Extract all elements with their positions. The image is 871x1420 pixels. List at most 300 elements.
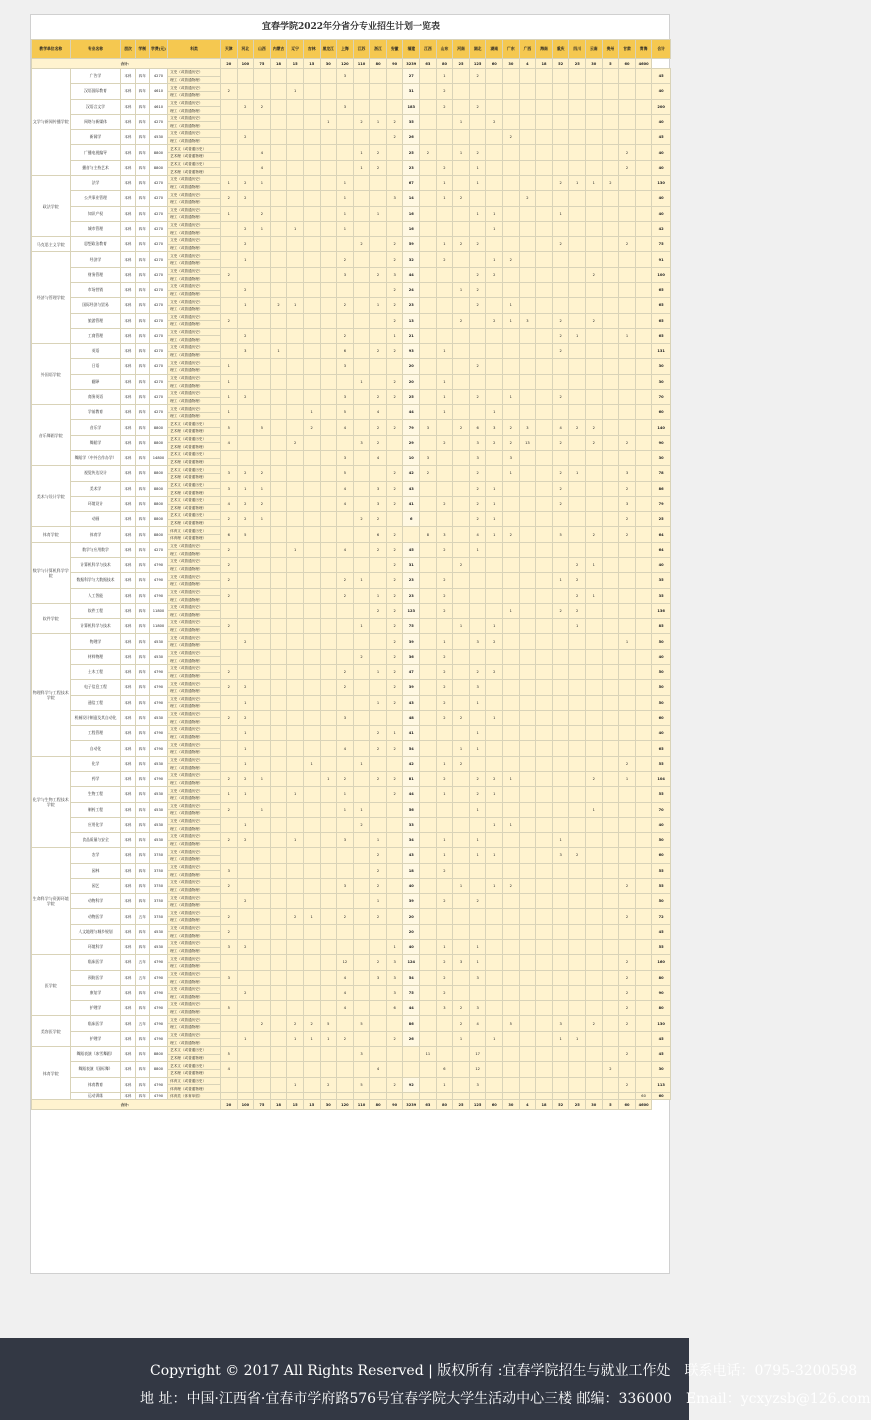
quota-cell — [469, 252, 486, 267]
footer-address: 地 址：中国·江西省·宜春市学府路576号宜春学院大学生活动中心三楼 邮编：336000 Email：ycxyzsb@126.com — [140, 1391, 871, 1407]
quota-cell — [619, 848, 636, 863]
quota-cell: 2 — [220, 924, 237, 939]
quota-cell: 1 — [436, 848, 453, 863]
quota-cell — [519, 1092, 536, 1100]
quota-cell — [519, 771, 536, 786]
subject-category: 艺术理（或普通物理） — [168, 1069, 221, 1077]
quota-cell — [436, 114, 453, 129]
quota-cell: 2 — [237, 328, 254, 343]
quota-cell — [320, 1092, 337, 1100]
quota-cell: 2 — [337, 328, 354, 343]
subject-category: 文史（或普通历史） — [168, 1031, 221, 1039]
subject-category: 理工（或普通物理） — [168, 305, 221, 313]
tuition-fee: 4790 — [149, 1092, 167, 1100]
quota-cell — [337, 619, 354, 634]
quota-cell: 2 — [619, 1016, 636, 1031]
quota-cell: 2 — [469, 664, 486, 679]
degree-level: 本科 — [121, 940, 135, 955]
quota-cell: 2 — [220, 573, 237, 588]
total-cell: 60 — [486, 59, 503, 69]
quota-cell — [254, 985, 271, 1000]
quota-cell — [287, 955, 304, 970]
quota-cell — [503, 802, 520, 817]
major-name: 农学 — [70, 848, 121, 863]
quota-cell — [353, 1001, 370, 1016]
quota-cell — [552, 817, 569, 832]
quota-cell — [436, 741, 453, 756]
total-cell: 20 — [220, 59, 237, 69]
degree-level: 本科 — [121, 955, 135, 970]
quota-cell — [320, 542, 337, 557]
quota-cell — [536, 512, 553, 527]
subject-category: 理工（或普通物理） — [168, 137, 221, 145]
quota-cell — [635, 955, 652, 970]
quota-cell: 2 — [552, 435, 569, 450]
quota-cell: 6 — [403, 512, 420, 527]
quota-cell — [303, 558, 320, 573]
quota-cell: 1 — [303, 405, 320, 420]
quota-cell — [486, 1001, 503, 1016]
quota-cell — [370, 69, 387, 84]
quota-cell: 1 — [220, 787, 237, 802]
row-total: 40 — [652, 145, 671, 160]
quota-cell — [320, 451, 337, 466]
quota-cell — [586, 69, 603, 84]
quota-cell — [552, 130, 569, 145]
quota-cell: 2 — [254, 496, 271, 511]
quota-cell: 8 — [420, 527, 437, 542]
quota-cell — [569, 512, 586, 527]
quota-cell: 2 — [453, 558, 470, 573]
quota-cell — [519, 817, 536, 832]
quota-cell: 2 — [586, 527, 603, 542]
quota-cell — [486, 909, 503, 924]
quota-cell — [503, 909, 520, 924]
quota-cell — [586, 512, 603, 527]
quota-cell — [569, 970, 586, 985]
quota-cell: 2 — [503, 252, 520, 267]
quota-cell — [552, 84, 569, 99]
quota-cell — [436, 558, 453, 573]
quota-cell — [586, 817, 603, 832]
quota-cell: 1 — [486, 848, 503, 863]
quota-cell: 2 — [619, 970, 636, 985]
major-name: 化学 — [70, 756, 121, 771]
study-years: 四年 — [135, 237, 149, 252]
quota-cell — [254, 542, 271, 557]
degree-level: 本科 — [121, 130, 135, 145]
major-name: 园艺 — [70, 878, 121, 893]
quota-cell: 1 — [237, 1031, 254, 1046]
study-years: 四年 — [135, 771, 149, 786]
quota-cell: 1 — [436, 69, 453, 84]
quota-cell: 2 — [469, 145, 486, 160]
quota-cell — [287, 160, 304, 175]
tuition-fee: 8800 — [149, 1047, 167, 1062]
subject-category: 文史（或普通历史） — [168, 267, 221, 275]
total-cell: 5 — [602, 59, 619, 69]
quota-cell — [386, 84, 403, 99]
subject-category: 艺术理（或普通物理） — [168, 489, 221, 497]
total-cell: 63 — [420, 59, 437, 69]
quota-cell — [453, 787, 470, 802]
quota-cell — [287, 940, 304, 955]
quota-cell — [536, 84, 553, 99]
quota-cell: 39 — [403, 680, 420, 695]
quota-cell — [536, 435, 553, 450]
quota-cell — [270, 435, 287, 450]
quota-cell: 2 — [469, 389, 486, 404]
quota-cell — [519, 558, 536, 573]
study-years: 四年 — [135, 924, 149, 939]
quota-cell — [503, 664, 520, 679]
subject-category: 文史（或普通历史） — [168, 787, 221, 795]
subject-category: 理工（或普通物理） — [168, 871, 221, 879]
quota-cell: 5 — [220, 1047, 237, 1062]
study-years: 四年 — [135, 940, 149, 955]
quota-cell — [320, 909, 337, 924]
subject-category: 文史（或普通历史） — [168, 985, 221, 993]
quota-cell: 1 — [503, 466, 520, 481]
quota-cell — [635, 160, 652, 175]
quota-cell — [220, 282, 237, 297]
quota-cell — [552, 221, 569, 236]
row-total: 42 — [652, 221, 671, 236]
quota-cell — [337, 634, 354, 649]
quota-cell — [303, 848, 320, 863]
table-row — [32, 466, 671, 474]
degree-level: 本科 — [121, 771, 135, 786]
row-total: 113 — [652, 1077, 671, 1092]
major-name: 新闻学 — [70, 130, 121, 145]
quota-cell — [436, 909, 453, 924]
quota-cell — [320, 1047, 337, 1062]
quota-cell: 2 — [370, 771, 387, 786]
quota-cell — [486, 894, 503, 909]
quota-cell — [536, 741, 553, 756]
quota-cell — [536, 634, 553, 649]
quota-cell — [602, 756, 619, 771]
quota-cell — [237, 114, 254, 129]
quota-cell — [519, 405, 536, 420]
quota-cell — [254, 955, 271, 970]
quota-cell: 1 — [569, 175, 586, 190]
quota-cell: 2 — [237, 634, 254, 649]
quota-cell — [303, 894, 320, 909]
quota-cell — [552, 588, 569, 603]
quota-cell — [320, 527, 337, 542]
quota-cell — [519, 985, 536, 1000]
quota-cell — [635, 710, 652, 725]
quota-cell — [586, 649, 603, 664]
quota-cell: 2 — [370, 909, 387, 924]
quota-cell — [270, 359, 287, 374]
quota-cell — [469, 221, 486, 236]
quota-cell — [453, 649, 470, 664]
quota-cell — [270, 619, 287, 634]
quota-cell: 1 — [287, 542, 304, 557]
quota-cell: 1 — [436, 940, 453, 955]
quota-cell — [519, 1031, 536, 1046]
quota-cell — [635, 282, 652, 297]
quota-cell: 2 — [220, 771, 237, 786]
quota-cell — [536, 680, 553, 695]
study-years: 五年 — [135, 1016, 149, 1031]
quota-cell: 1 — [287, 221, 304, 236]
study-years: 四年 — [135, 389, 149, 404]
quota-cell — [552, 160, 569, 175]
quota-cell — [635, 466, 652, 481]
quota-cell — [220, 817, 237, 832]
major-name: 软件工程 — [70, 603, 121, 618]
quota-cell: 2 — [370, 435, 387, 450]
quota-cell — [635, 756, 652, 771]
study-years: 四年 — [135, 313, 149, 328]
quota-cell — [337, 84, 354, 99]
quota-cell — [303, 221, 320, 236]
quota-cell: 4 — [220, 1062, 237, 1077]
quota-cell — [486, 237, 503, 252]
quota-cell — [453, 267, 470, 282]
quota-cell — [386, 756, 403, 771]
quota-cell: 2 — [237, 680, 254, 695]
quota-cell: 3 — [337, 359, 354, 374]
column-header: 山东 — [436, 40, 453, 59]
quota-cell — [370, 1092, 387, 1100]
quota-cell — [303, 69, 320, 84]
quota-cell — [254, 894, 271, 909]
quota-cell — [287, 282, 304, 297]
quota-cell: 3 — [386, 985, 403, 1000]
quota-cell — [220, 985, 237, 1000]
quota-cell: 2 — [552, 313, 569, 328]
quota-cell — [270, 542, 287, 557]
quota-cell — [519, 909, 536, 924]
quota-cell: 2 — [386, 298, 403, 313]
column-header: 云南 — [586, 40, 603, 59]
quota-cell — [353, 191, 370, 206]
quota-cell: 16 — [403, 221, 420, 236]
major-name: 汉语国际教育 — [70, 84, 121, 99]
quota-cell — [287, 985, 304, 1000]
subject-category: 文史（或普通历史） — [168, 84, 221, 92]
quota-cell — [320, 588, 337, 603]
subject-category: 艺术理（或普通物理） — [168, 443, 221, 451]
quota-cell: 1 — [320, 1031, 337, 1046]
total-cell: 60 — [619, 59, 636, 69]
quota-cell — [453, 175, 470, 190]
quota-cell: 1 — [436, 833, 453, 848]
quota-cell: 2 — [220, 878, 237, 893]
quota-cell — [353, 466, 370, 481]
table-row — [32, 359, 671, 367]
major-name: 商务英语 — [70, 389, 121, 404]
subject-category: 文史（或普通历史） — [168, 588, 221, 596]
quota-cell — [586, 970, 603, 985]
tuition-fee: 4270 — [149, 389, 167, 404]
quota-cell — [536, 298, 553, 313]
quota-cell — [635, 252, 652, 267]
major-name: 工程管理 — [70, 726, 121, 741]
quota-cell: 2 — [237, 237, 254, 252]
site-footer — [0, 1338, 871, 1420]
quota-cell: 2 — [386, 542, 403, 557]
quota-cell — [220, 237, 237, 252]
quota-cell — [237, 1077, 254, 1092]
quota-cell: 1 — [254, 802, 271, 817]
quota-cell: 5 — [503, 1016, 520, 1031]
quota-cell — [420, 389, 437, 404]
quota-cell — [320, 940, 337, 955]
quota-cell — [586, 130, 603, 145]
quota-cell — [569, 130, 586, 145]
quota-cell — [353, 970, 370, 985]
quota-cell — [303, 542, 320, 557]
quota-cell: 2 — [453, 237, 470, 252]
tuition-fee: 4790 — [149, 558, 167, 573]
quota-cell — [287, 512, 304, 527]
quota-cell: 1 — [386, 726, 403, 741]
quota-cell: 2 — [386, 1031, 403, 1046]
quota-cell: 13 — [403, 313, 420, 328]
quota-cell — [320, 374, 337, 389]
quota-cell — [320, 282, 337, 297]
major-name: 体育学 — [70, 527, 121, 542]
quota-cell — [569, 1077, 586, 1092]
row-total: 60 — [652, 1092, 671, 1100]
quota-cell: 2 — [552, 237, 569, 252]
quota-cell — [635, 191, 652, 206]
quota-cell — [503, 1092, 520, 1100]
quota-cell — [420, 573, 437, 588]
total-cell: 4 — [519, 1100, 536, 1110]
subject-category: 理工（或普通物理） — [168, 687, 221, 695]
quota-cell — [619, 114, 636, 129]
quota-cell — [287, 802, 304, 817]
quota-cell — [270, 1047, 287, 1062]
study-years: 四年 — [135, 848, 149, 863]
quota-cell — [486, 374, 503, 389]
quota-cell — [486, 1016, 503, 1031]
quota-cell: 2 — [386, 634, 403, 649]
quota-cell — [420, 802, 437, 817]
quota-cell — [453, 573, 470, 588]
major-name: 动画 — [70, 512, 121, 527]
quota-cell — [237, 878, 254, 893]
quota-cell — [420, 328, 437, 343]
quota-cell — [420, 206, 437, 221]
quota-cell — [453, 1077, 470, 1092]
quota-cell — [503, 741, 520, 756]
quota-cell — [602, 634, 619, 649]
row-total: 45 — [652, 924, 671, 939]
quota-cell — [536, 282, 553, 297]
quota-cell — [403, 1047, 420, 1062]
quota-cell: 2 — [370, 542, 387, 557]
row-total: 86 — [652, 481, 671, 496]
study-years: 四年 — [135, 359, 149, 374]
quota-cell: 1 — [503, 771, 520, 786]
row-total: 60 — [652, 710, 671, 725]
quota-cell — [569, 359, 586, 374]
quota-cell — [486, 389, 503, 404]
quota-cell — [270, 1016, 287, 1031]
quota-cell — [353, 451, 370, 466]
quota-cell — [303, 817, 320, 832]
quota-cell — [552, 542, 569, 557]
major-name: 电子信息工程 — [70, 680, 121, 695]
quota-cell — [353, 985, 370, 1000]
quota-cell — [486, 603, 503, 618]
quota-cell — [337, 649, 354, 664]
tuition-fee: 8800 — [149, 145, 167, 160]
quota-cell: 3 — [386, 191, 403, 206]
quota-cell — [303, 191, 320, 206]
subject-category: 文史（或普通历史） — [168, 328, 221, 336]
quota-cell: 1 — [370, 114, 387, 129]
column-header: 青海 — [635, 40, 652, 59]
quota-cell — [386, 405, 403, 420]
quota-cell — [420, 970, 437, 985]
quota-cell: 31 — [403, 84, 420, 99]
quota-cell — [569, 1092, 586, 1100]
quota-cell — [320, 237, 337, 252]
quota-cell — [270, 527, 287, 542]
quota-cell: 3 — [386, 970, 403, 985]
quota-cell — [486, 726, 503, 741]
quota-cell — [386, 1016, 403, 1031]
quota-cell — [353, 710, 370, 725]
tuition-fee: 4530 — [149, 130, 167, 145]
quota-cell — [536, 848, 553, 863]
quota-cell — [453, 130, 470, 145]
tuition-fee: 4530 — [149, 924, 167, 939]
quota-cell: 1 — [436, 175, 453, 190]
quota-cell — [503, 542, 520, 557]
quota-cell: 2 — [370, 878, 387, 893]
quota-cell — [270, 267, 287, 282]
quota-cell: 1 — [469, 175, 486, 190]
quota-cell: 2 — [436, 680, 453, 695]
quota-cell: 1 — [469, 741, 486, 756]
quota-cell — [569, 389, 586, 404]
row-total: 40 — [652, 649, 671, 664]
quota-cell: 3 — [353, 1047, 370, 1062]
major-name: 英语 — [70, 344, 121, 359]
quota-cell: 2 — [486, 634, 503, 649]
degree-level: 本科 — [121, 451, 135, 466]
subject-category: 文史（或普通历史） — [168, 741, 221, 749]
quota-cell: 2 — [436, 649, 453, 664]
quota-cell: 2 — [503, 878, 520, 893]
subject-category: 艺术理（或普通物理） — [168, 168, 221, 176]
quota-cell — [353, 298, 370, 313]
quota-cell — [270, 664, 287, 679]
tuition-fee: 4790 — [149, 1077, 167, 1092]
quota-cell — [586, 542, 603, 557]
quota-cell — [453, 664, 470, 679]
quota-cell: 81 — [403, 771, 420, 786]
quota-cell — [254, 237, 271, 252]
quota-cell — [320, 1062, 337, 1077]
total-cell: 75 — [254, 59, 271, 69]
quota-cell — [602, 237, 619, 252]
tuition-fee: 4610 — [149, 99, 167, 114]
subject-category: 文史（或普通历史） — [168, 1001, 221, 1009]
total-cell: 30 — [503, 59, 520, 69]
quota-cell — [552, 878, 569, 893]
quota-cell: 67 — [403, 175, 420, 190]
